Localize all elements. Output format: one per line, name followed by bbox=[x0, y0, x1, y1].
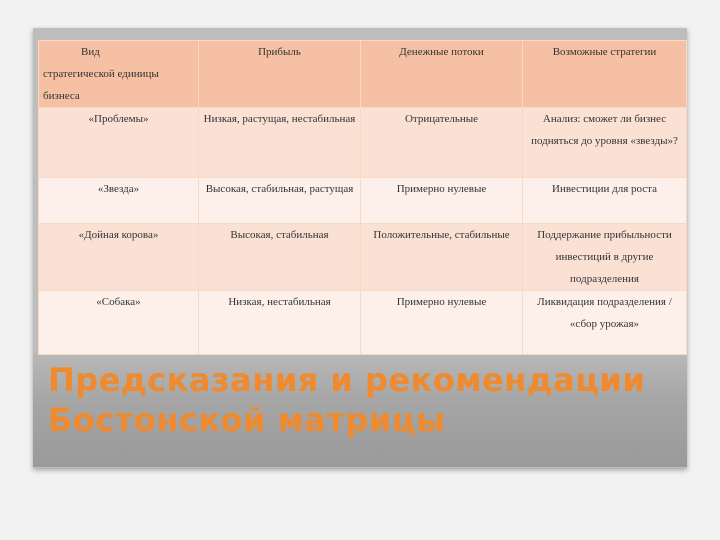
cell-unit: «Дойная корова» bbox=[39, 224, 199, 291]
cell-profit: Низкая, растущая, нестабильная bbox=[199, 108, 361, 178]
cell-strategy: Ликвидация подразделения / «сбор урожая» bbox=[523, 291, 687, 355]
cell-profit: Низкая, нестабильная bbox=[199, 291, 361, 355]
cell-profit: Высокая, стабильная, растущая bbox=[199, 178, 361, 224]
cell-cash: Отрицательные bbox=[361, 108, 523, 178]
table-row bbox=[39, 224, 687, 291]
table-row bbox=[39, 178, 687, 224]
header-business-unit bbox=[39, 41, 199, 108]
header-profit: Прибыль bbox=[199, 41, 361, 108]
header-cash-flows: Денежные потоки bbox=[361, 41, 523, 108]
cell-unit: «Собака» bbox=[39, 291, 199, 355]
header-business-unit-line2: стратегической единицы бизнеса bbox=[43, 68, 159, 102]
cell-cash: Положительные, стабильные bbox=[361, 224, 523, 291]
cell-unit: «Звезда» bbox=[39, 178, 199, 224]
table-row bbox=[39, 291, 687, 355]
slide-title: Предсказания и рекомендации Бостонской матрицы bbox=[48, 361, 646, 439]
header-strategies: Возможные стратегии bbox=[523, 41, 687, 108]
cell-profit: Высокая, стабильная bbox=[199, 224, 361, 291]
table-header-row bbox=[39, 41, 687, 108]
cell-strategy: Инвестиции для роста bbox=[523, 178, 687, 224]
cell-strategy: Поддержание прибыльности инвестиций в другие подразделения bbox=[523, 224, 687, 291]
cell-cash: Примерно нулевые bbox=[361, 291, 523, 355]
cell-strategy: Анализ: сможет ли бизнес подняться до уровня «звезды»? bbox=[523, 108, 687, 178]
cell-unit: «Проблемы» bbox=[39, 108, 199, 178]
table-row bbox=[39, 108, 687, 178]
bcg-matrix-table bbox=[38, 40, 687, 355]
header-business-unit-line1: Вид bbox=[81, 46, 100, 58]
cell-cash: Примерно нулевые bbox=[361, 178, 523, 224]
